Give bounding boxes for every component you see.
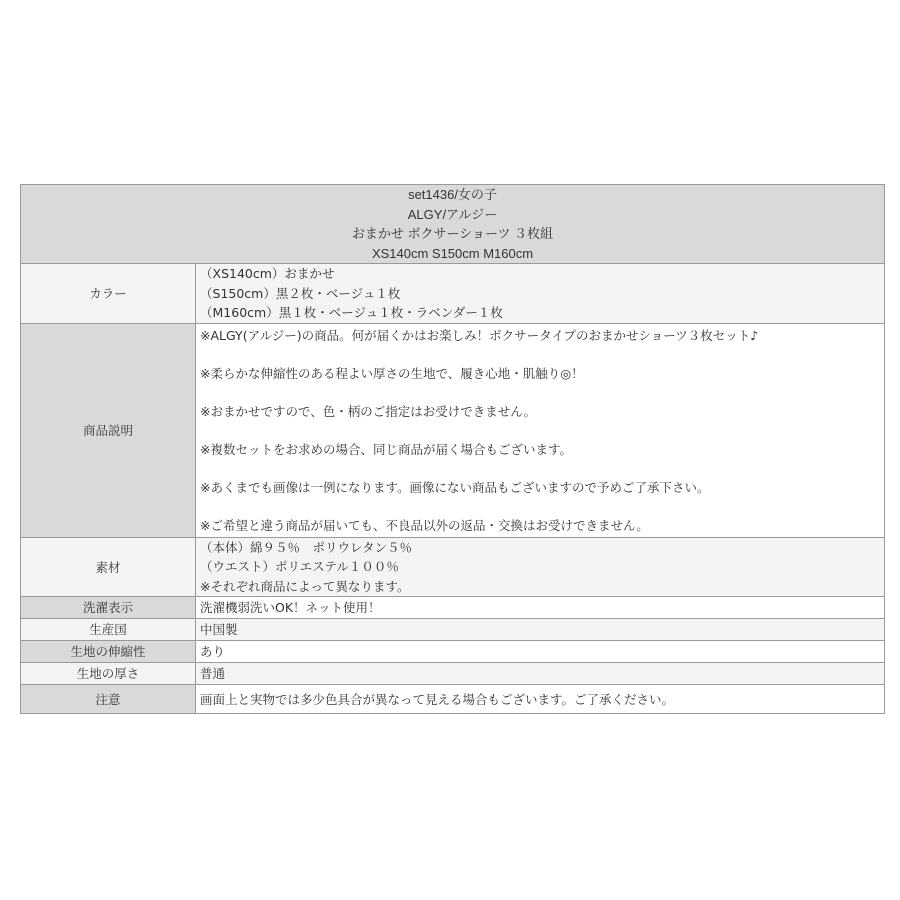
spec-value-note: 画面上と実物では多少色具合が異なって見える場合もございます。ご了承ください。 xyxy=(196,685,885,714)
spec-label-description: 商品説明 xyxy=(21,323,196,537)
description-line: ※ご希望と違う商品が届いても、不良品以外の返品・交換はお受けできません。 xyxy=(200,517,649,533)
spec-label-stretch: 生地の伸縮性 xyxy=(21,641,196,663)
spec-label-washing: 洗濯表示 xyxy=(21,597,196,619)
header-row xyxy=(21,185,885,264)
spec-row-stretch xyxy=(21,641,885,663)
product-sizes: XS140cm S150cm M160cm xyxy=(371,245,534,261)
color-line: （XS140cm）おまかせ xyxy=(200,266,335,281)
product-name: おまかせ ボクサーショーツ ３枚組 xyxy=(351,226,554,241)
spec-label-note: 注意 xyxy=(21,685,196,714)
color-line: （M160cm）黒１枚・ベージュ１枚・ラベンダー１枚 xyxy=(200,305,503,320)
spec-value-origin: 中国製 xyxy=(196,619,885,641)
spec-row-origin xyxy=(21,619,885,641)
spec-value-thickness: 普通 xyxy=(196,663,885,685)
product-set-id: set1436/女の子 xyxy=(408,187,497,202)
description-line: ※柔らかな伸縮性のある程よい厚さの生地で、履き心地・肌触り◎！ xyxy=(200,365,584,381)
spec-value-material xyxy=(196,537,885,597)
spec-row-color xyxy=(21,264,885,324)
spec-row-washing xyxy=(21,597,885,619)
spec-value-color xyxy=(196,264,885,324)
material-line: （本体）綿９５％ ポリウレタン５％ xyxy=(200,539,413,555)
color-line: （S150cm）黒２枚・ベージュ１枚 xyxy=(200,285,401,301)
spec-value-stretch: あり xyxy=(196,641,885,663)
spec-row-note xyxy=(21,685,885,714)
description-line: ※おまかせですので、色・柄のご指定はお受けできません。 xyxy=(200,403,536,419)
spec-label-color: カラー xyxy=(21,264,196,324)
product-title-cell xyxy=(21,185,885,264)
spec-label-origin: 生産国 xyxy=(21,619,196,641)
spec-row-material xyxy=(21,537,885,597)
description-line: ※ALGY(アルジー)の商品。何が届くかはお楽しみ！ボクサータイプのおまかせショーツ３枚セット♪ xyxy=(200,327,759,343)
material-line: （ウエスト）ポリエステル１００％ xyxy=(200,559,399,574)
product-spec-table xyxy=(20,184,885,714)
spec-row-description xyxy=(21,323,885,537)
spec-label-material: 素材 xyxy=(21,537,196,597)
material-line: ※それぞれ商品によって異なります。 xyxy=(200,578,410,594)
spec-row-thickness xyxy=(21,663,885,685)
description-line: ※あくまでも画像は一例になります。画像にない商品もございますので予めご了承下さい。 xyxy=(200,479,710,495)
description-line: ※複数セットをお求めの場合、同じ商品が届く場合もございます。 xyxy=(200,441,572,457)
spec-value-washing: 洗濯機弱洗いOK！ネット使用！ xyxy=(196,597,885,619)
spec-value-description xyxy=(196,323,885,537)
product-brand: ALGY/アルジー xyxy=(407,206,498,222)
spec-label-thickness: 生地の厚さ xyxy=(21,663,196,685)
